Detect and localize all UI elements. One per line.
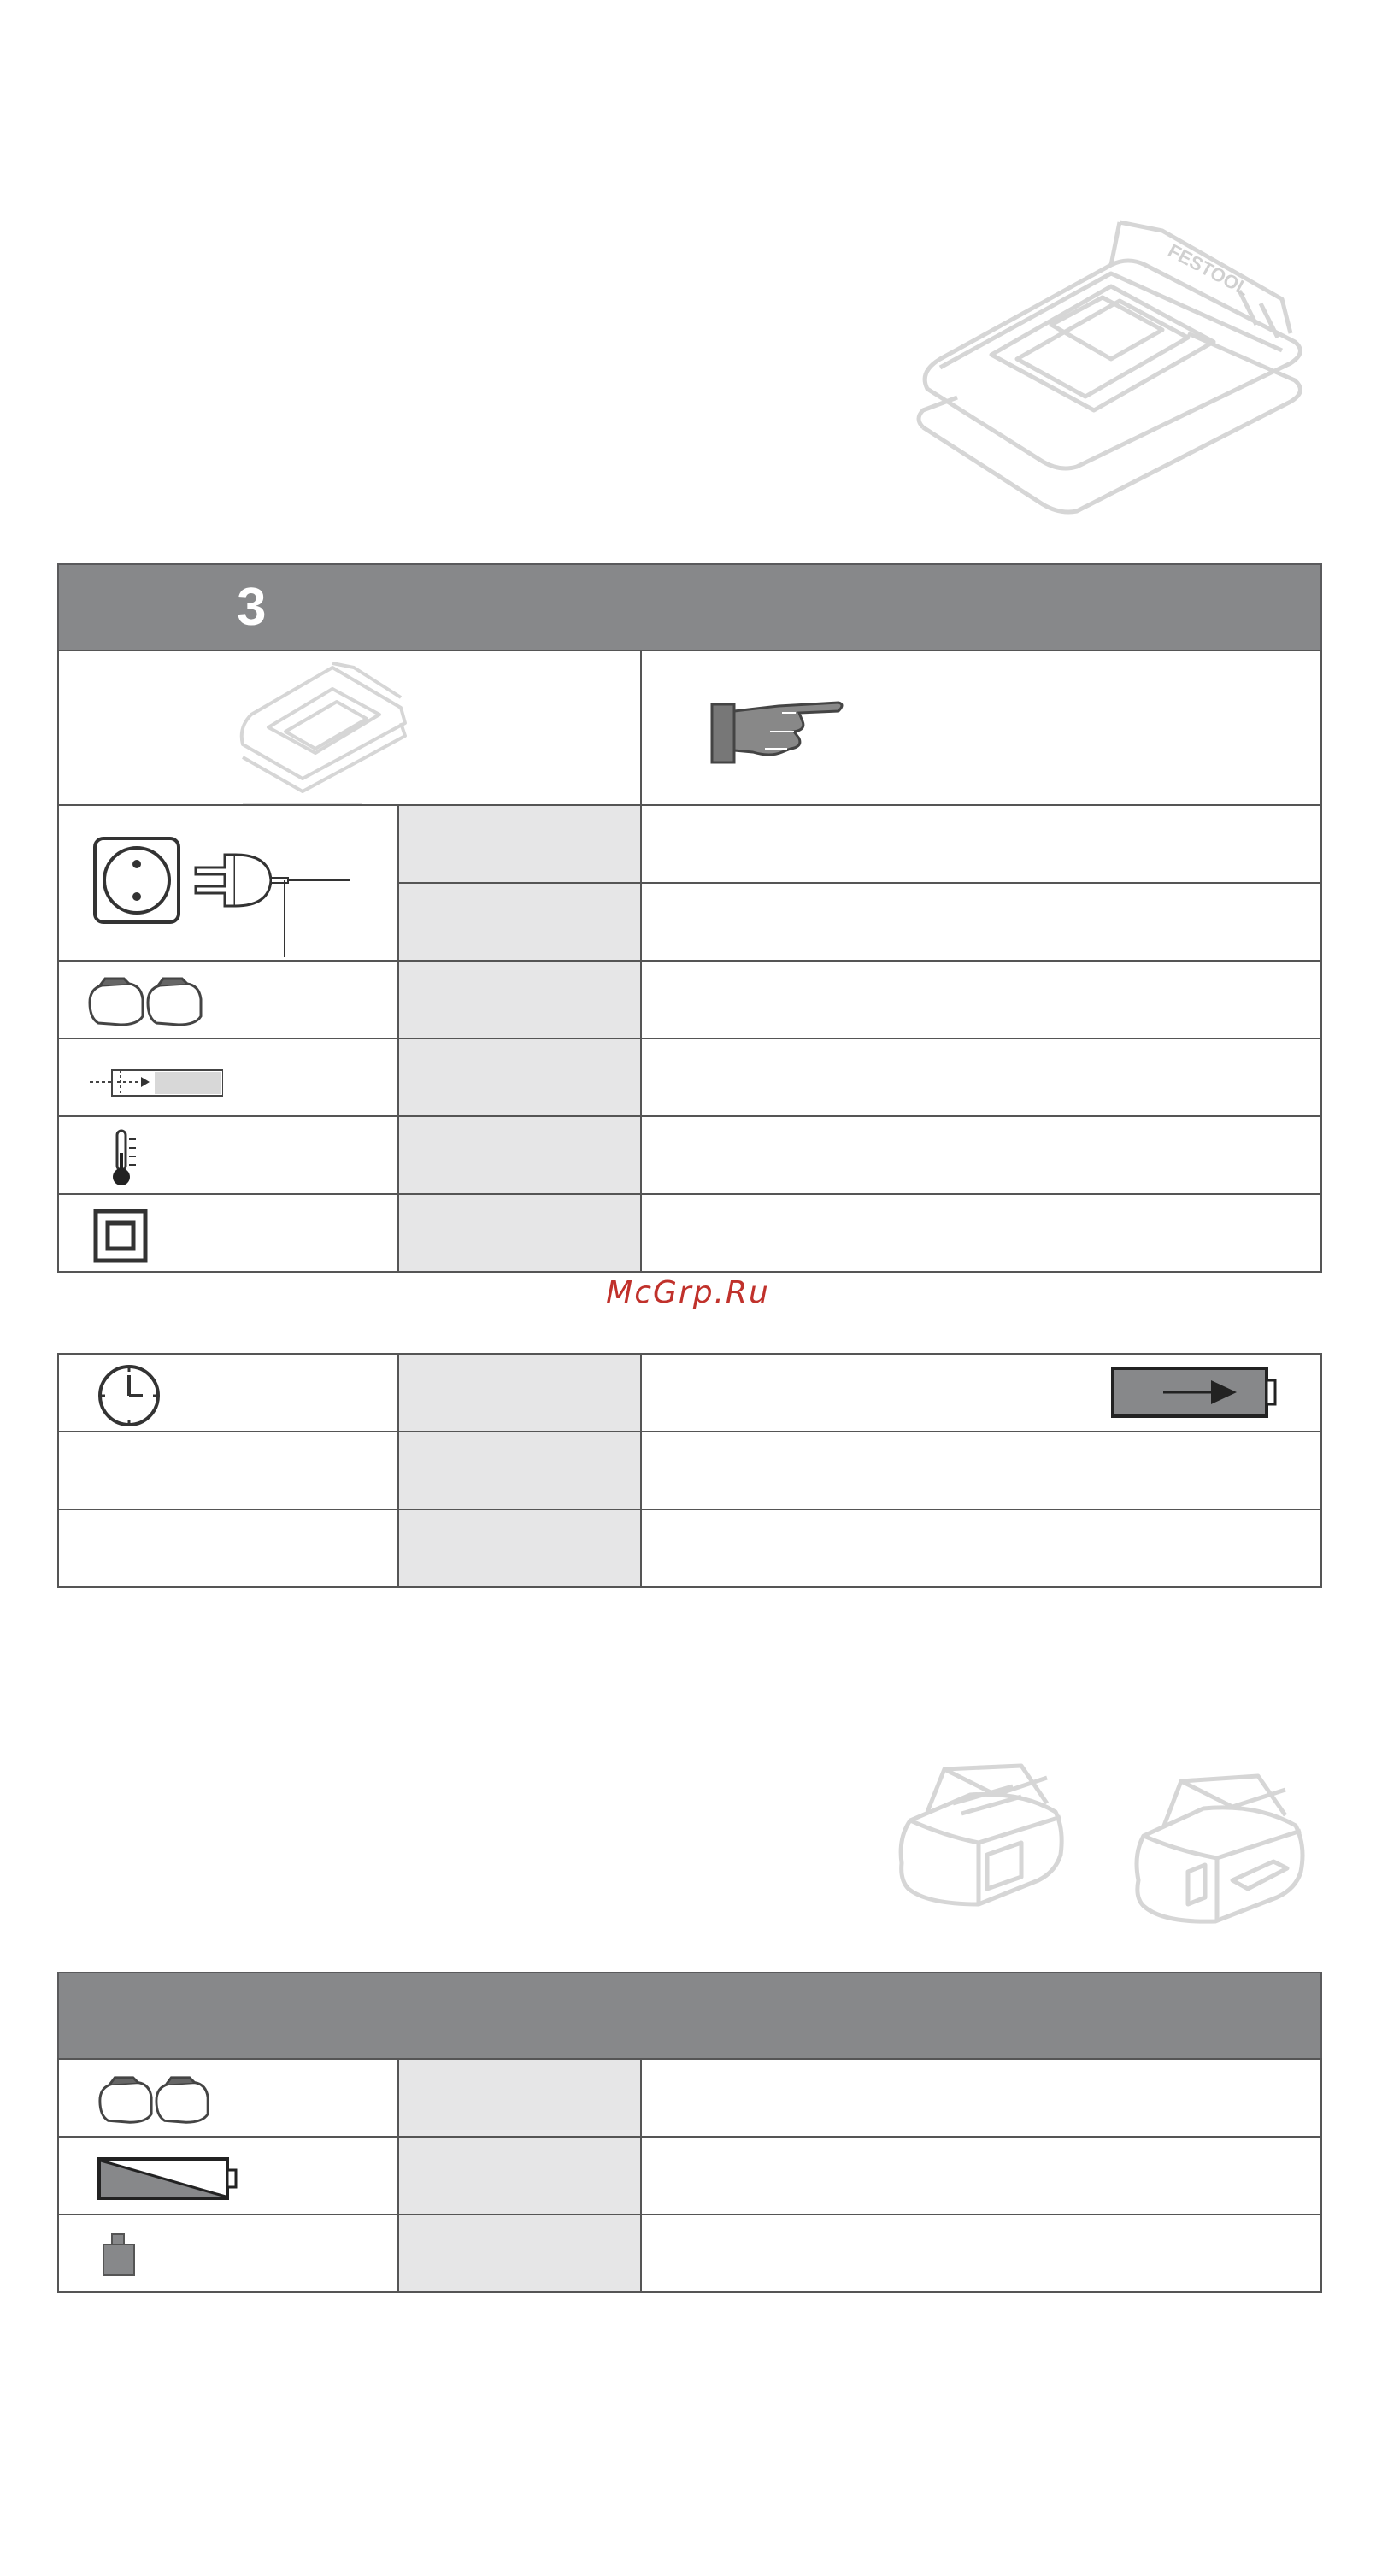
table2-row-icon-cell	[57, 1353, 399, 1432]
table1-row-icon-cell	[57, 1115, 399, 1195]
table1-row-icon-cell	[57, 1193, 399, 1273]
table1-note-cell	[640, 650, 1322, 806]
table1-row-value-cell	[397, 804, 642, 884]
table3-row-value-cell	[397, 2058, 642, 2138]
battery-level-icon	[97, 2156, 242, 2203]
table1-row-value-cell	[397, 960, 642, 1039]
thermometer-icon	[107, 1129, 141, 1189]
table2-row	[57, 1509, 1322, 1588]
table2-row	[57, 1431, 1322, 1510]
table1-header-number: 3	[237, 578, 267, 637]
table1-row-desc-cell	[640, 1038, 1322, 1117]
table1-row-value-cell	[397, 1038, 642, 1117]
charger-illustration	[906, 205, 1316, 530]
table2-row-icon-cell	[57, 1431, 399, 1510]
table3-row-desc-cell	[640, 2214, 1322, 2293]
table3-row-icon-cell	[57, 2136, 399, 2215]
table3-row-icon-cell	[57, 2214, 399, 2293]
clock-icon	[97, 1363, 162, 1428]
charger-small-icon	[234, 655, 414, 800]
table3-row	[57, 2136, 1322, 2215]
battery-charging-arrow-icon	[1110, 1365, 1281, 1421]
table1-row-value-cell	[397, 882, 642, 962]
pointing-hand-icon	[710, 699, 856, 768]
table3-row-desc-cell	[640, 2058, 1322, 2138]
table1-row-icon-cell	[57, 960, 399, 1039]
table3-row-desc-cell	[640, 2136, 1322, 2215]
table3-row-icon-cell	[57, 2058, 399, 2138]
table3-header	[57, 1972, 1322, 2060]
battery-packs-icon	[86, 977, 206, 1028]
table1-header	[57, 563, 1322, 651]
table3-row-value-cell	[397, 2136, 642, 2215]
table3-row-value-cell	[397, 2214, 642, 2293]
table2-row-icon-cell	[57, 1509, 399, 1588]
battery-pack-illustration	[893, 1761, 1073, 1914]
watermark-text[interactable]: McGrp.Ru	[606, 1275, 770, 1310]
table1-image-row	[57, 650, 1322, 806]
table3-row	[57, 2058, 1322, 2138]
power-socket-plug-icon	[90, 833, 355, 962]
table1-row-desc-cell	[640, 882, 1322, 962]
table3-row	[57, 2214, 1322, 2293]
table2-row-desc-cell	[640, 1431, 1322, 1510]
table1-row-desc-cell	[640, 804, 1322, 884]
battery-packs-icon	[97, 2075, 213, 2126]
table1-row	[57, 960, 1322, 1039]
table2-row-value-cell	[397, 1509, 642, 1588]
table1-row	[57, 1193, 1322, 1273]
weight-icon	[100, 2232, 138, 2279]
svg-text:FESTOOL: FESTOOL	[1164, 239, 1253, 301]
table2-row	[57, 1353, 1322, 1432]
table2-row-desc-cell	[640, 1509, 1322, 1588]
protection-class-ii-icon	[93, 1209, 148, 1263]
table1-row-icon-cell	[57, 1038, 399, 1117]
table1-row-value-cell	[397, 1115, 642, 1195]
table1-row	[57, 1038, 1322, 1117]
table2-row-desc-cell	[640, 1353, 1322, 1432]
charge-progress-icon	[86, 1065, 223, 1099]
table1-row-desc-cell	[640, 1115, 1322, 1195]
table1-row	[57, 1115, 1322, 1195]
table2-row-value-cell	[397, 1353, 642, 1432]
table1-image-cell	[57, 650, 642, 806]
battery-pack-illustration	[1128, 1769, 1316, 1932]
table2-row-value-cell	[397, 1431, 642, 1510]
table1-row-value-cell	[397, 1193, 642, 1273]
table1-row-desc-cell	[640, 1193, 1322, 1273]
table1-row-desc-cell	[640, 960, 1322, 1039]
